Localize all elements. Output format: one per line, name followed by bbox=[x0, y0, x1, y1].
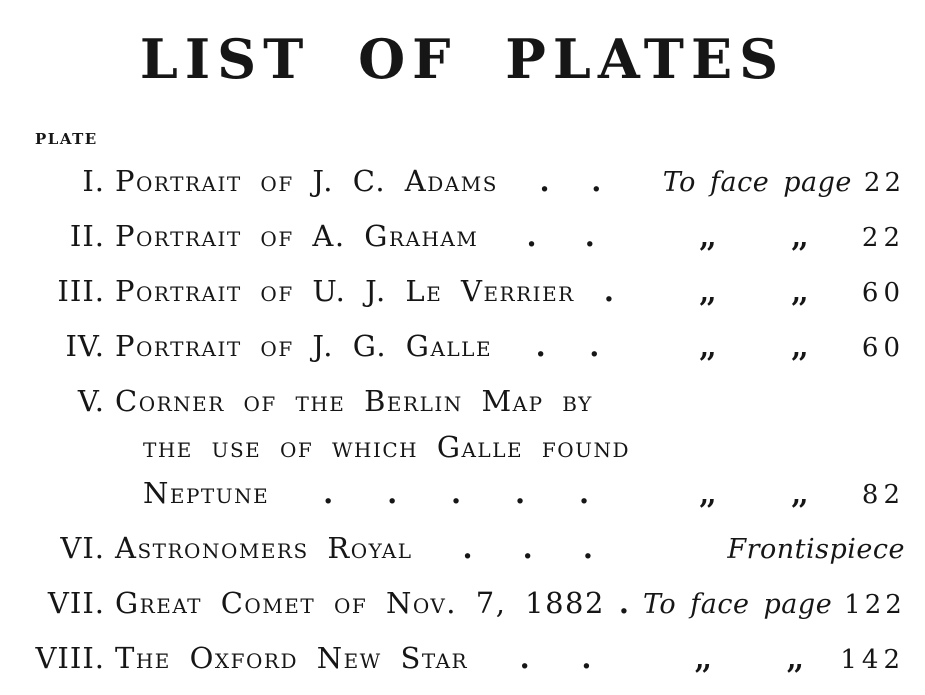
plate-row bbox=[35, 317, 905, 372]
plate-row bbox=[35, 152, 905, 207]
dot-leader bbox=[269, 476, 643, 511]
leader-dot: . bbox=[462, 531, 473, 566]
leader-dot: . bbox=[578, 476, 590, 511]
plate-line bbox=[35, 473, 905, 519]
dot-leader bbox=[575, 274, 643, 309]
plate-title-text: Portrait of A. Graham bbox=[115, 219, 479, 254]
ditto-mark: ,, bbox=[791, 277, 807, 309]
leader-dot: . bbox=[539, 164, 550, 199]
plate-numeral: III. bbox=[57, 274, 105, 309]
page-number: 142 bbox=[840, 645, 905, 676]
dot-leader bbox=[413, 531, 644, 566]
plate-row bbox=[35, 262, 905, 317]
plate-line bbox=[35, 519, 905, 574]
plate-description bbox=[115, 476, 643, 510]
column-header-plate: PLATE bbox=[35, 130, 98, 149]
leader-dot: . bbox=[522, 531, 533, 566]
facing-cell bbox=[643, 589, 905, 620]
facing-note: To face page bbox=[662, 167, 852, 199]
page-number: 22 bbox=[863, 168, 905, 199]
plate-description bbox=[115, 641, 643, 675]
leader-dot: . bbox=[603, 274, 614, 309]
plate-row bbox=[35, 629, 905, 684]
plate-title-text: Portrait of J. G. Galle bbox=[115, 329, 493, 364]
plate-title-text: Neptune bbox=[143, 476, 270, 511]
plate-numeral: I. bbox=[82, 164, 105, 199]
ditto-mark: ,, bbox=[791, 332, 807, 364]
facing-note: Frontispiece bbox=[727, 534, 905, 566]
leader-dot: . bbox=[581, 641, 592, 676]
page-number: 60 bbox=[861, 278, 905, 309]
plate-description bbox=[115, 430, 643, 464]
plate-description bbox=[115, 274, 643, 308]
plate-line bbox=[35, 207, 905, 262]
leader-dot: . bbox=[519, 641, 530, 676]
plate-description bbox=[115, 384, 643, 418]
plate-title-text: Portrait of J. C. Adams bbox=[115, 164, 498, 199]
plate-title-text: Great Comet of Nov. 7, 1882 bbox=[115, 586, 605, 621]
plate-line bbox=[35, 629, 905, 684]
dot-leader bbox=[492, 329, 643, 364]
leader-dot: . bbox=[584, 219, 595, 254]
plate-rows bbox=[35, 152, 905, 684]
leader-dot: . bbox=[582, 531, 593, 566]
facing-cell bbox=[643, 278, 905, 308]
facing-cell bbox=[643, 167, 905, 198]
plate-title-text: Portrait of U. J. Le Verrier bbox=[115, 274, 575, 309]
plate-row bbox=[35, 207, 905, 262]
facing-note: To face page bbox=[643, 589, 833, 621]
plate-title-text: the use of which Galle found bbox=[143, 430, 630, 465]
plate-line bbox=[35, 574, 905, 629]
plate-description bbox=[115, 586, 643, 620]
plate-title-text: Astronomers Royal bbox=[115, 531, 413, 566]
dot-leader bbox=[498, 164, 643, 199]
page-number: 60 bbox=[861, 333, 905, 364]
plate-numeral: V. bbox=[77, 384, 105, 419]
plate-line bbox=[35, 427, 905, 473]
plate-numeral: VI. bbox=[60, 531, 105, 566]
plate-row bbox=[35, 519, 905, 574]
leader-dot: . bbox=[535, 329, 546, 364]
facing-cell bbox=[643, 534, 905, 565]
plate-numeral: VII. bbox=[47, 586, 105, 621]
leader-dot: . bbox=[387, 476, 398, 511]
plate-description bbox=[115, 164, 643, 198]
plate-row bbox=[35, 372, 905, 519]
plate-title-text: The Oxford New Star bbox=[115, 641, 469, 676]
page-number: 122 bbox=[844, 590, 906, 621]
ditto-mark: ,, bbox=[699, 222, 715, 254]
dot-leader bbox=[605, 586, 643, 621]
ditto-mark: ,, bbox=[699, 479, 715, 511]
ditto-mark: ,, bbox=[786, 644, 802, 676]
ditto-mark: ,, bbox=[791, 222, 807, 254]
page-title: LIST OF PLATES bbox=[139, 27, 786, 91]
facing-cell bbox=[643, 645, 905, 675]
plate-line bbox=[35, 262, 905, 317]
leader-dot: . bbox=[618, 586, 630, 621]
leader-dot: . bbox=[526, 219, 537, 254]
plate-numeral: II. bbox=[69, 219, 105, 254]
plate-description bbox=[115, 329, 643, 363]
page-number: 82 bbox=[861, 480, 905, 511]
ditto-mark: ,, bbox=[694, 644, 710, 676]
ditto-mark: ,, bbox=[699, 332, 715, 364]
page-number: 22 bbox=[861, 223, 905, 254]
facing-cell bbox=[643, 333, 905, 363]
plate-row bbox=[35, 574, 905, 629]
plate-list bbox=[35, 130, 905, 684]
ditto-mark: ,, bbox=[699, 277, 715, 309]
plate-line bbox=[35, 372, 905, 427]
plate-numeral: VIII. bbox=[35, 641, 105, 676]
plate-numeral: IV. bbox=[65, 329, 105, 364]
plate-line bbox=[35, 152, 905, 207]
facing-cell bbox=[643, 223, 905, 253]
leader-dot: . bbox=[515, 476, 526, 511]
dot-leader bbox=[478, 219, 643, 254]
leader-dot: . bbox=[591, 164, 602, 199]
leader-dot: . bbox=[589, 329, 600, 364]
dot-leader bbox=[468, 641, 643, 676]
plate-description bbox=[115, 531, 643, 565]
plate-title-text: Corner of the Berlin Map by bbox=[115, 384, 593, 419]
plate-description bbox=[115, 219, 643, 253]
plate-line bbox=[35, 317, 905, 372]
leader-dot: . bbox=[323, 476, 334, 511]
leader-dot: . bbox=[451, 476, 462, 511]
facing-cell bbox=[643, 480, 905, 510]
ditto-mark: ,, bbox=[791, 479, 807, 511]
